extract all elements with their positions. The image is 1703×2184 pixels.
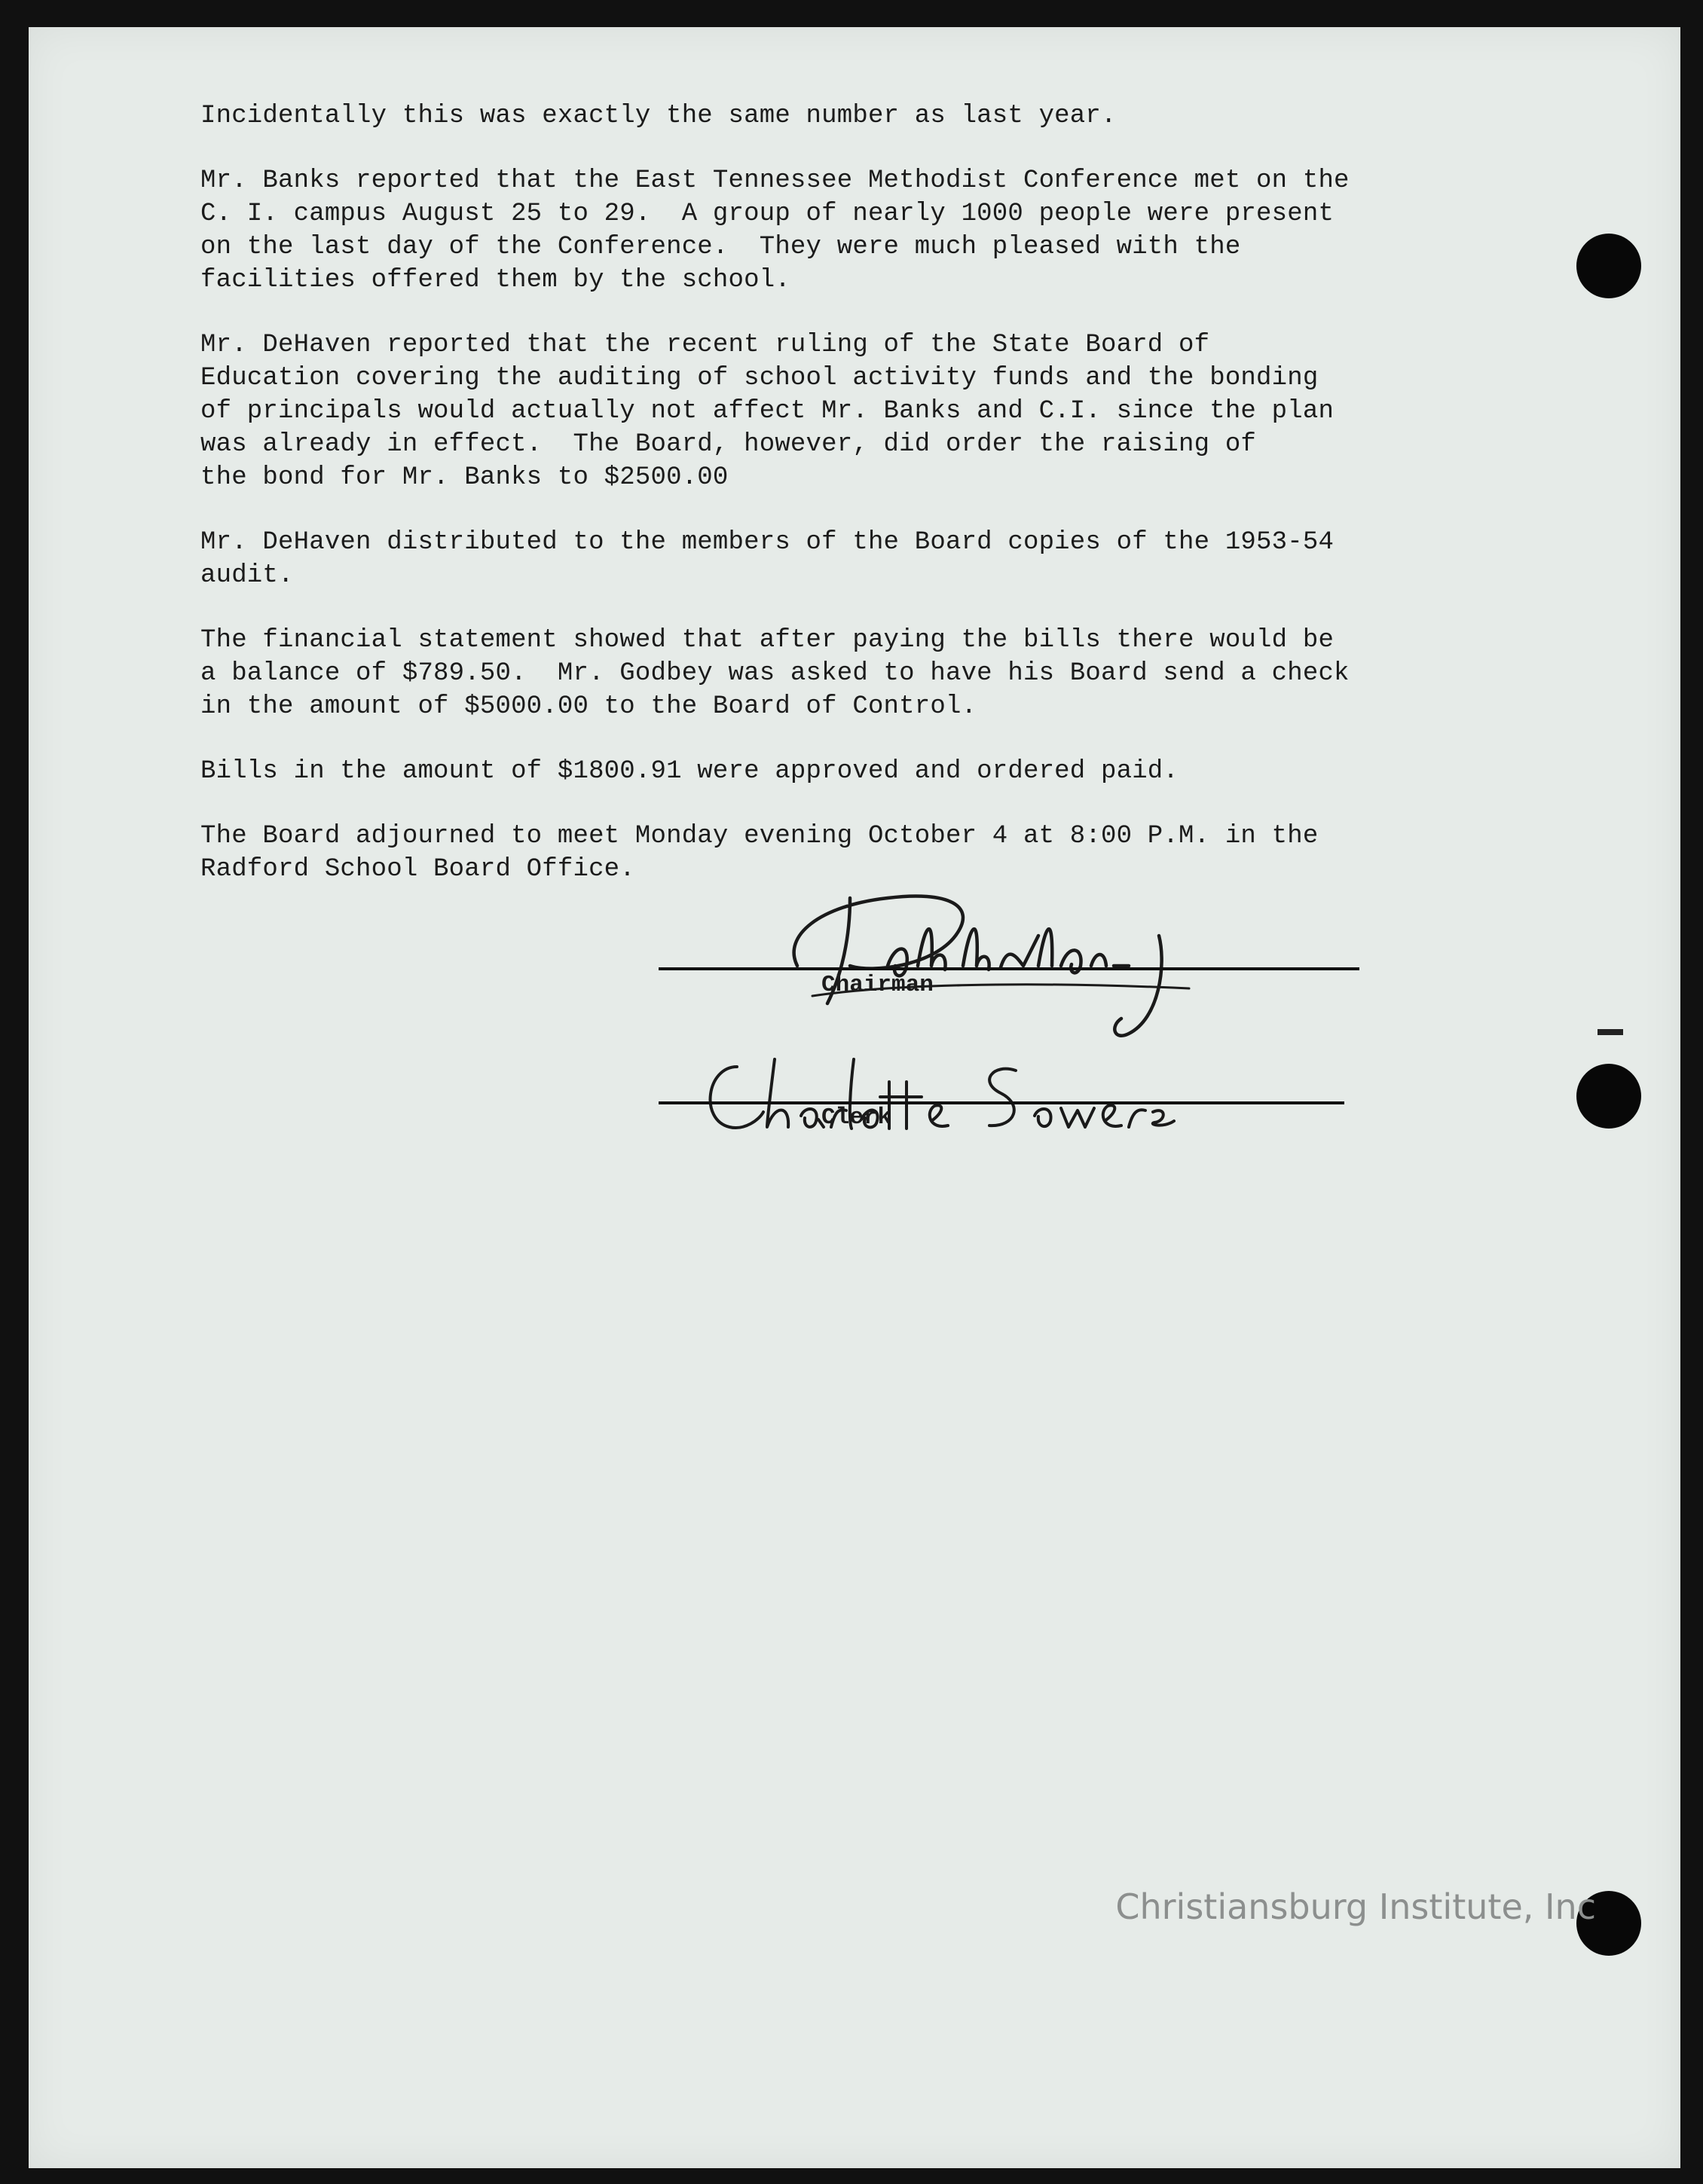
- paragraph-bills: Bills in the amount of $1800.91 were approved and ordered paid.: [200, 757, 1179, 786]
- chairman-label: Chairman: [821, 972, 934, 998]
- chairman-signature-line: [659, 967, 1359, 970]
- chairman-signature: [737, 853, 1280, 1049]
- paragraph-conference: Mr. Banks reported that the East Tennessee Methodist Conference met on the C. I. campus August 25 to 29. A group of nearly 1000 people were present on the last day of the Conference. They were much pleased with the facilities offered them by the school.: [200, 166, 1350, 295]
- paragraph-same-number: Incidentally this was exactly the same number as last year.: [200, 102, 1117, 130]
- clerk-signature-line: [659, 1101, 1344, 1104]
- paragraph-audit: Mr. DeHaven distributed to the members of the Board copies of the 1953-54 audit.: [200, 528, 1335, 590]
- archive-watermark: Christiansburg Institute, Inc: [1115, 1886, 1596, 1927]
- paragraph-financial-statement: The financial statement showed that after paying the bills there would be a balance of $789.50. Mr. Godbey was asked to have his Board send a check in the amount of $5000.00 to the Board of Control.: [200, 626, 1350, 721]
- clerk-label: Clerk: [821, 1104, 892, 1131]
- paragraph-state-board-ruling: Mr. DeHaven reported that the recent ruling of the State Board of Education covering the auditing of school activity funds and the bonding of principals would actually not affect Mr. Banks and C.I. since the plan was already in effect. The Board, however, did order the raising of the bond for Mr. Banks to $2500.00: [200, 331, 1335, 492]
- punch-hole-top: [1576, 234, 1641, 298]
- paragraph-adjournment: The Board adjourned to meet Monday evening October 4 at 8:00 P.M. in the Radford School Board Office.: [200, 822, 1319, 884]
- document-page: [29, 27, 1680, 2168]
- clerk-signature: [692, 1037, 1310, 1150]
- punch-hole-middle: [1576, 1064, 1641, 1129]
- minutes-text: [200, 99, 1451, 918]
- ink-mark: [1598, 1029, 1623, 1035]
